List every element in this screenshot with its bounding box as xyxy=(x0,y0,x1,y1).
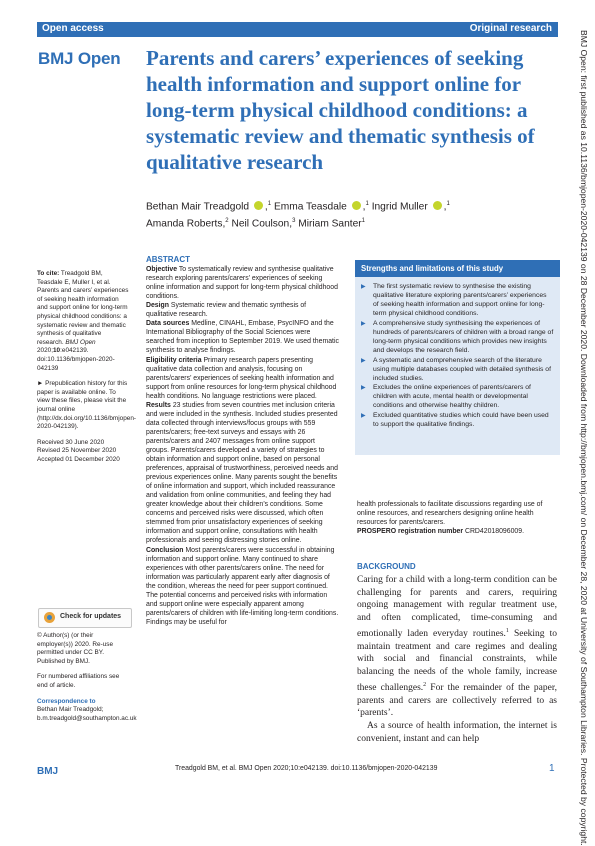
received-date: Received 30 June 2020 xyxy=(37,438,105,446)
history-dates xyxy=(37,439,129,465)
left-sidebar-lower xyxy=(37,632,137,723)
data-sources-label: Data sources xyxy=(146,320,190,328)
objective-label: Objective xyxy=(146,266,178,274)
ref-sup[interactable]: 2 xyxy=(423,681,427,688)
author-name[interactable]: Amanda Roberts, xyxy=(146,218,226,230)
strengths-item: ▶ Excluded quantitative studies which could have been used to support the qualitative findings. xyxy=(361,412,554,430)
footer-citation: Treadgold BM, et al. BMJ Open 2020;10:e042139. doi:10.1136/bmjopen-2020-042139 xyxy=(175,765,438,772)
results-text: 23 studies from seven countries met inclusion criteria and were included in the synthesis. Included studies presented data collected through interviews/focus groups with 559 parents/carers; free-text surveys and essays with 26 parents/carers and 2407 messages from online support groups. Parents/carers developed a variety of strategies to obtain information and support online, based on personal preferences, appraisal of trustworthiness, perceived needs and previous experiences online. Many parents sought the benefits of online information and support, which included reassurance and validation from online communities, and feeling they had greater knowledge about their children’s conditions. Some concerns and perceived risks were discussed, which often stemmed from prior unsatisfactory experiences of seeking information and support online, consultations with health professionals and seeing distressing stories online. xyxy=(146,401,338,545)
background-paragraph-1 xyxy=(357,574,557,720)
correspondence-email[interactable]: b.m.treadgold@southampton.ac.uk xyxy=(37,714,137,722)
design-label: Design xyxy=(146,302,169,310)
background-heading: BACKGROUND xyxy=(357,562,416,571)
abstract-eligibility xyxy=(146,356,339,401)
check-for-updates-label: Check for updates xyxy=(60,613,122,620)
orcid-icon[interactable] xyxy=(254,201,263,210)
strengths-list xyxy=(361,283,554,431)
author-name[interactable]: Ingrid Muller xyxy=(371,201,428,213)
prospero-label: PROSPERO registration number xyxy=(357,528,464,536)
abstract-design xyxy=(146,301,339,319)
affiliation-sup: 3 xyxy=(292,218,296,225)
design-text: Systematic review and thematic synthesis of qualitative research. xyxy=(146,302,307,319)
author-list: Bethan Mair Treadgold ,$^1$ Emma Teasdale ,$^1$ Ingrid Muller ,$^1$ Amanda Roberts,$^2$ Neil Coulson,$^3$ Miriam Santer$^1$ xyxy=(146,201,450,230)
open-access-label: Open access xyxy=(42,23,104,34)
conclusion-text: Most parents/carers were successful in obtaining information and support online. Many continued to share experiences with other parents/carers online. The need for information was particularly apparent early after diagnosis of the condition, whereas the need for peer support continued. The potential concerns and perceived risks with information and support online were especially apparent among parents/carers of children with life-limiting long-term conditions. Findings may be useful for xyxy=(146,546,339,626)
cite-journal: BMJ Open xyxy=(65,338,96,346)
copyright-note: © Author(s) (or their employer(s)) 2020. Re-use permitted under CC BY. Published by BMJ. xyxy=(37,632,114,665)
strengths-limitations-box xyxy=(355,260,560,455)
author-name[interactable]: Emma Teasdale xyxy=(273,201,347,213)
side-watermark-text: BMJ Open: first published as 10.1136/bmjopen-2020-042139 on 28 December 2020. Downloaded from http://bmjopen.bmj.com/ on December 28, 2020 at University of Southampton Libraries. Protected by copyright. xyxy=(579,30,589,846)
author-name[interactable]: Bethan Mair Treadgold xyxy=(146,201,250,213)
check-for-updates-button[interactable] xyxy=(38,608,132,628)
prospero-line xyxy=(357,527,557,536)
cite-volume: 10 xyxy=(53,347,61,355)
bg-text-a: Caring for a child with a long-term condition can be challenging for parents and carers, requiring ongoing management with regular treatment use, and often complicated, time-consuming and emotionally laden everyday routines. xyxy=(357,575,557,639)
continuation-text: health professionals to facilitate discussions regarding use of online resources, and researchers designing online health resources for parents/carers. xyxy=(357,501,543,527)
abstract-continuation xyxy=(357,500,557,536)
correspondence-heading: Correspondence to xyxy=(37,697,96,705)
orcid-icon[interactable] xyxy=(352,201,361,210)
ref-sup[interactable]: 1 xyxy=(505,627,509,634)
affiliation-sup: 1 xyxy=(267,201,272,207)
journal-logo: BMJ Open xyxy=(38,49,121,68)
page-footer xyxy=(0,762,595,782)
cite-text: Treadgold BM, Teasdale E, Muller I, et al. Parents and carers’ experiences of seeking health information and support online for long-term physical childhood conditions: a systematic review and thematic synthesis of qualitative research. xyxy=(37,270,129,346)
prepublication-note[interactable]: ► Prepublication history for this paper is available online. To view these files, please visit the journal online (http://dx.doi.org/10.1136/bmjopen-2020-042139). xyxy=(37,380,136,431)
abstract-heading: ABSTRACT xyxy=(146,255,190,264)
affiliations-note: For numbered affiliations see end of article. xyxy=(37,673,120,689)
citation-block xyxy=(37,270,129,373)
eligibility-label: Eligibility criteria xyxy=(146,356,202,364)
cite-label: To cite: xyxy=(37,270,60,277)
data-sources-text: Medline, CINAHL, Embase, PsycINFO and the International Bibliography of the Social Sciences were searched from inception to September 2019. We used thematic synthesis to analyse findings. xyxy=(146,320,339,355)
strengths-item: ▶ A comprehensive study synthesising the experiences of hundreds of parents/carers of children with a broad range of long-term physical conditions which provides new insights and develops the research field. xyxy=(361,320,554,356)
cite-year: 2020; xyxy=(37,347,53,355)
strengths-item: ▶ A systematic and comprehensive search of the literature using multiple databases coupled with detailed synthesis of included studies. xyxy=(361,357,554,384)
strengths-item: ▶ The first systematic review to synthesise the existing qualitative literature exploring parents/carers’ experiences of seeking health information and support online for long-term physical childhood conditions. xyxy=(361,283,554,319)
abstract-conclusion xyxy=(146,546,339,627)
abstract-data-sources xyxy=(146,319,339,355)
affiliation-sup: 1 xyxy=(361,218,365,225)
article-type-label: Original research xyxy=(469,23,552,34)
strengths-heading-bar xyxy=(355,260,560,277)
article-title: Parents and carers’ experiences of seeking health information and support online for long-term physical childhood conditions: a systematic review and thematic synthesis of qualitative research xyxy=(146,46,535,174)
page-number: 1 xyxy=(549,763,555,774)
side-watermark xyxy=(577,30,591,846)
bg-text-b: Seeking to maintain treatment and care regimes and dealing with social and financial constraints, while balancing the needs of the whole family, increase these challenges. xyxy=(357,628,558,693)
background-paragraph-2: As a source of health information, the internet is convenient, instant and can help xyxy=(357,721,557,744)
bg-text-c: For the remainder of the paper, parents and carers are collectively referred to as ‘parents’. xyxy=(357,682,557,719)
affiliation-sup: 1 xyxy=(365,201,369,207)
accepted-date: Accepted 01 December 2020 xyxy=(37,455,120,463)
conclusion-label: Conclusion xyxy=(146,546,184,554)
crossmark-icon xyxy=(44,612,55,623)
revised-date: Revised 25 November 2020 xyxy=(37,447,117,455)
affiliation-sup: 2 xyxy=(225,218,229,225)
correspondence-name: Bethan Mair Treadgold; xyxy=(37,706,104,714)
correspondence-details xyxy=(37,706,137,723)
background-body xyxy=(357,574,557,745)
left-sidebar xyxy=(37,270,136,471)
author-name[interactable]: Miriam Santer xyxy=(298,218,362,230)
strengths-heading: Strengths and limitations of this study xyxy=(361,264,504,273)
cite-doi[interactable]: :e042139. doi:10.1136/bmjopen-2020-042139 xyxy=(37,347,115,372)
bmj-footer-logo: BMJ xyxy=(37,766,59,777)
affiliation-sup: 1 xyxy=(446,201,450,207)
strengths-item: ▶ Excludes the online experiences of parents/carers of children with acute, mental health or developmental conditions and otherwise healthy children. xyxy=(361,384,554,411)
objective-text: To systematically review and synthesise qualitative research exploring parents/carers’ experiences of seeking online information and support for long-term physical childhood conditions. xyxy=(146,266,338,301)
abstract-objective xyxy=(146,265,339,301)
abstract xyxy=(146,255,339,627)
top-banner xyxy=(37,22,558,37)
results-label: Results xyxy=(146,401,171,409)
orcid-icon[interactable] xyxy=(433,201,442,210)
author-name[interactable]: Neil Coulson, xyxy=(231,218,293,230)
prospero-number: CRD42018096009. xyxy=(464,528,524,536)
abstract-results xyxy=(146,401,339,546)
eligibility-text: Primary research papers presenting qualitative data collection and analysis, focusing on parents/carers’ experiences of seeking health information and support from online resources for long-term physical childhood health conditions. No language restrictions were placed. xyxy=(146,356,337,400)
